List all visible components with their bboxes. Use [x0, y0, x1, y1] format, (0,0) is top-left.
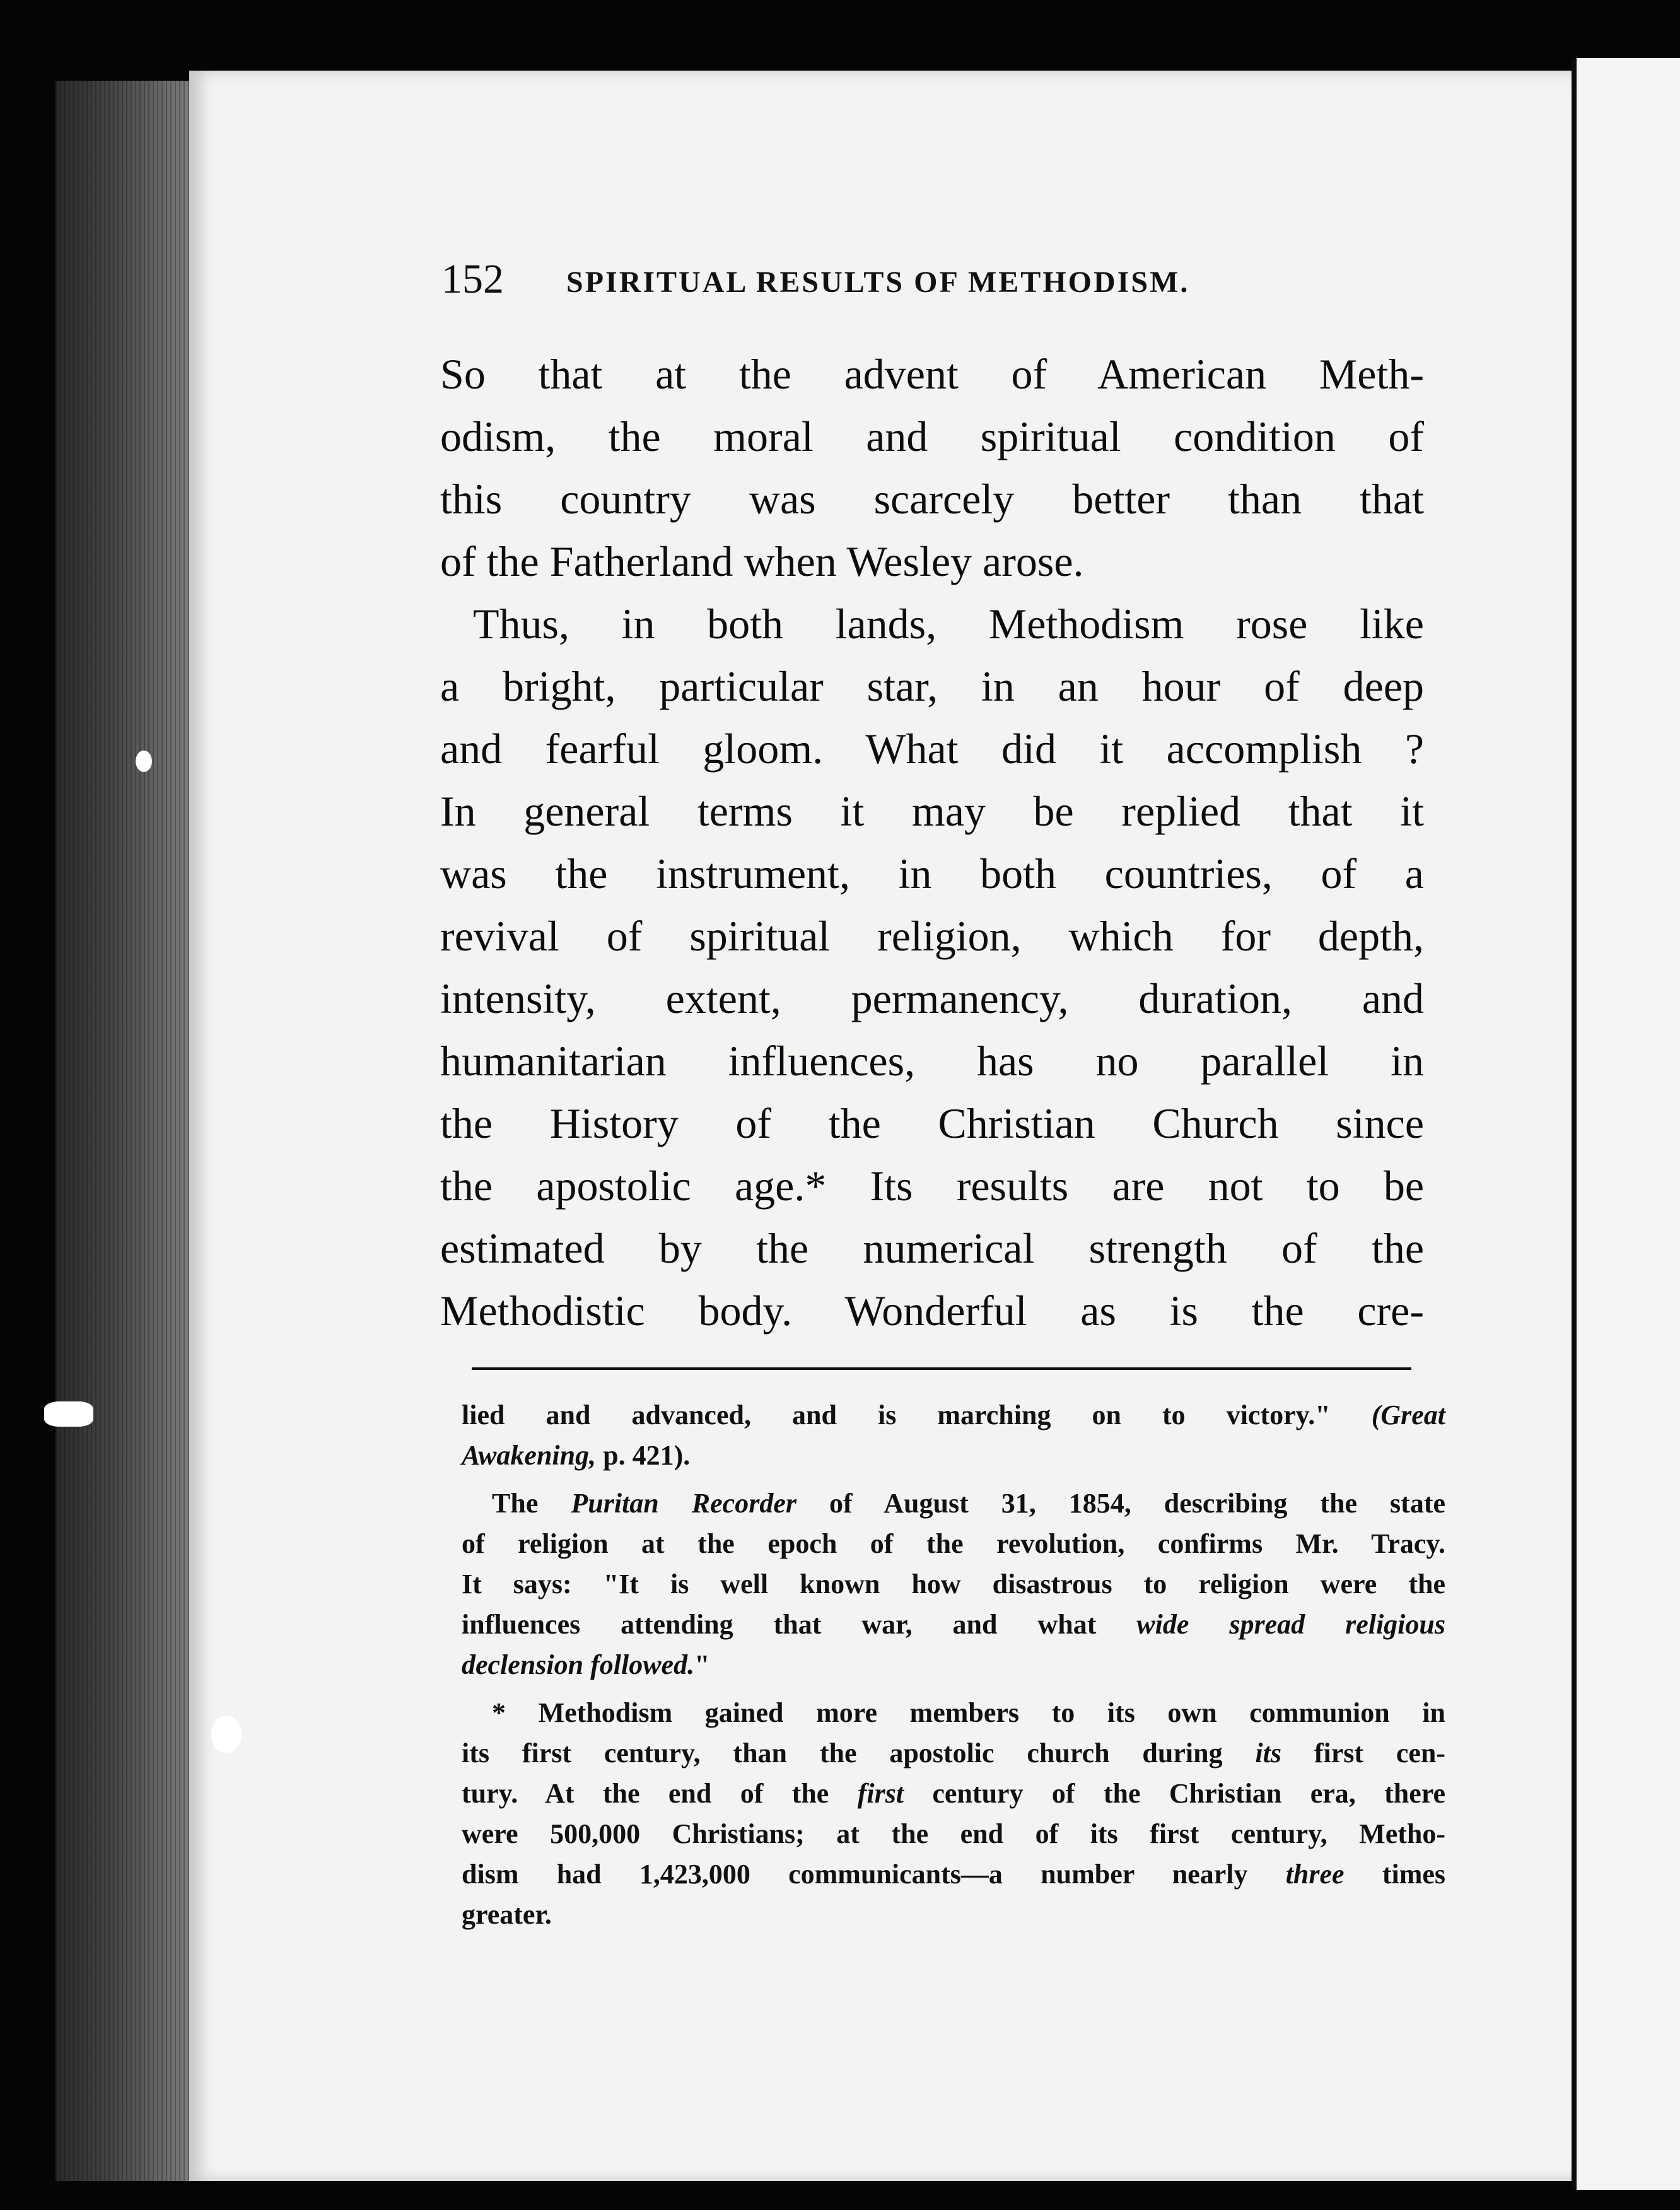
scan-speck	[44, 1401, 93, 1427]
body-line: odism, the moral and spiritual condition of	[440, 412, 1424, 460]
footnote-line: of religion at the epoch of the revolution, confirms Mr. Tracy.	[462, 1528, 1445, 1559]
body-line: Thus, in both lands, Methodism rose like	[473, 600, 1424, 648]
footnote-text: first cen-	[1314, 1738, 1446, 1769]
body-line: revival of spiritual religion, which for depth,	[440, 912, 1424, 960]
body-line: intensity, extent, permanency, duration, and	[440, 974, 1424, 1022]
footnote-text: century of the Christian era, there	[932, 1778, 1446, 1809]
footnote-text: tury. At the end of the	[462, 1778, 829, 1809]
footnote-text: dism had 1,423,000 communicants—a number nearly	[462, 1859, 1248, 1890]
footnote-line: were 500,000 Christians; at the end of its first century, Metho-	[462, 1818, 1445, 1849]
body-text	[440, 343, 1424, 1342]
body-line: the History of the Christian Church since	[440, 1099, 1424, 1147]
scan-speck	[136, 751, 152, 772]
footnote-citation: (Great	[1371, 1400, 1445, 1430]
footnote-text: influences attending that war, and what	[462, 1609, 1097, 1640]
body-line: In general terms it may be replied that it	[440, 787, 1424, 835]
footnote-text: The	[492, 1488, 539, 1519]
body-line: estimated by the numerical strength of the	[440, 1224, 1424, 1272]
body-line: was the instrument, in both countries, of a	[440, 850, 1424, 897]
body-line: Methodistic body. Wonderful as is the cre-	[440, 1287, 1424, 1335]
footnotes	[462, 1395, 1445, 1943]
footnote-line	[462, 1854, 1445, 1895]
footnote-text: p. 421).	[603, 1440, 691, 1471]
footnote-text: its first century, than the apostolic church during	[462, 1738, 1223, 1769]
running-head: SPIRITUAL RESULTS OF METHODISM.	[566, 266, 1190, 299]
footnote-line	[462, 1645, 1445, 1685]
page-number: 152	[441, 256, 504, 302]
footnote-line	[462, 1483, 1445, 1524]
footnote-text: "	[694, 1649, 710, 1680]
body-line: and fearful gloom. What did it accomplish ?	[440, 725, 1424, 773]
footnote-emphasis: declension followed.	[462, 1649, 695, 1680]
footnote-emphasis: three	[1285, 1859, 1345, 1890]
footnote-line	[462, 1435, 1445, 1476]
footnote-line: greater.	[462, 1899, 552, 1930]
footnote-line	[462, 1395, 1445, 1435]
body-line: of the Fatherland when Wesley arose.	[440, 537, 1084, 585]
footnote-continued	[462, 1395, 1445, 1476]
footnote-rule	[472, 1367, 1411, 1370]
footnote-line: It says: "It is well known how disastrous to religion were the	[462, 1569, 1445, 1599]
scan-speck	[211, 1716, 242, 1753]
footnote-line: * Methodism gained more members to its own communion in	[492, 1697, 1445, 1728]
page-header	[441, 251, 1324, 308]
body-line: the apostolic age.* Its results are not to be	[440, 1162, 1424, 1210]
footnote-title: Puritan Recorder	[571, 1488, 796, 1519]
body-line: humanitarian influences, has no parallel in	[440, 1037, 1424, 1085]
footnote-text: of August 31, 1854, describing the state	[829, 1488, 1446, 1519]
footnote-emphasis: first	[857, 1778, 904, 1809]
body-line: a bright, particular star, in an hour of deep	[440, 662, 1424, 710]
body-line: So that at the advent of American Meth-	[440, 350, 1424, 398]
footnote-citation: Awakening,	[462, 1440, 597, 1471]
footnote-line	[462, 1774, 1445, 1814]
footnote-puritan-recorder	[462, 1483, 1445, 1685]
body-line: this country was scarcely better than that	[440, 475, 1424, 523]
footnote-line	[462, 1605, 1445, 1645]
footnote-asterisk	[462, 1693, 1445, 1935]
footnote-text: times	[1382, 1859, 1445, 1890]
footnote-emphasis: wide spread religious	[1136, 1609, 1445, 1640]
footnote-emphasis: its	[1255, 1738, 1281, 1769]
footnote-text: lied and advanced, and is marching on to victory."	[462, 1400, 1331, 1430]
footnote-line	[462, 1733, 1445, 1774]
adjacent-page-edge	[1572, 58, 1680, 2190]
